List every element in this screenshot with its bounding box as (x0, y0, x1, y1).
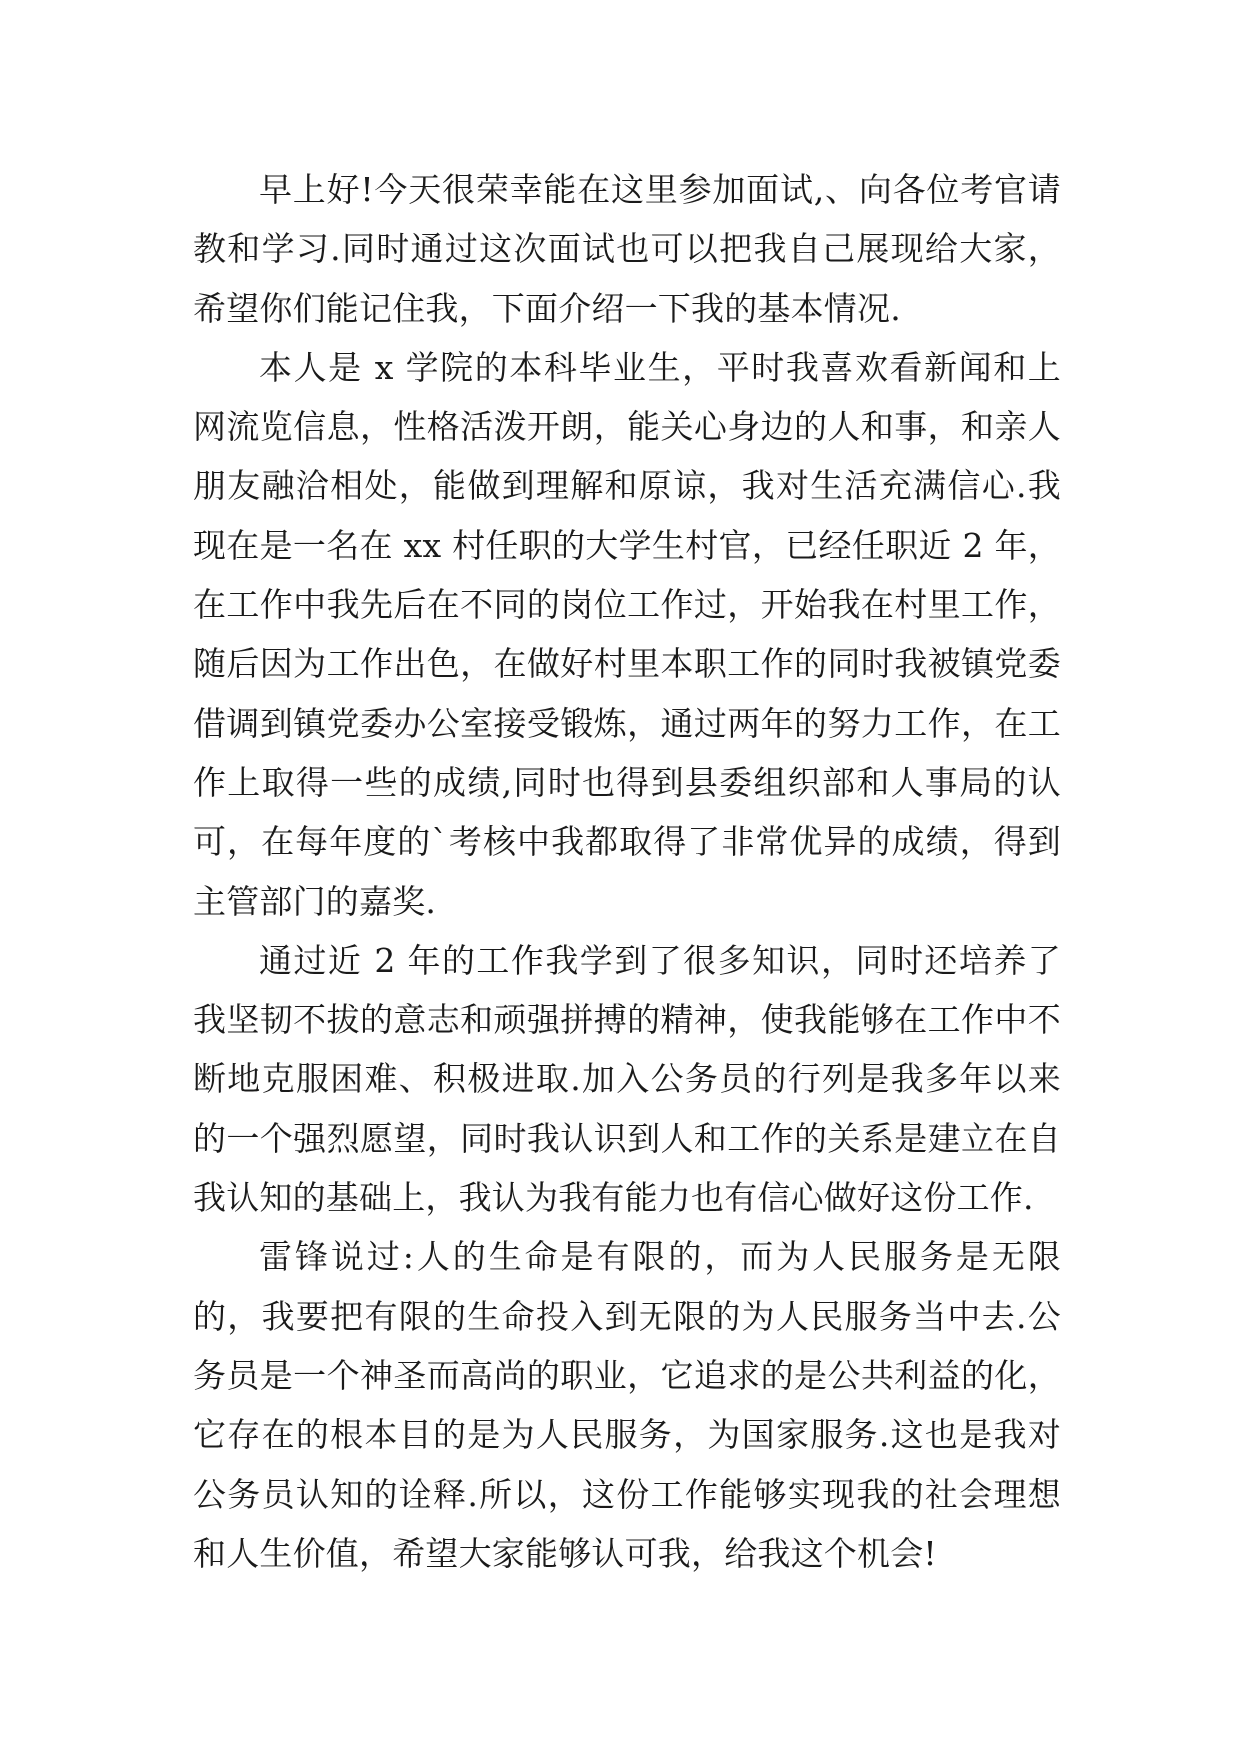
paragraph-background: 本人是 x 学院的本科毕业生，平时我喜欢看新闻和上网流览信息，性格活泼开朗，能关心身边的人和事，和亲人朋友融洽相处，能做到理解和原谅，我对生活充满信心.我现在是一名在 xx 村任职的大学生村官，已经任职近 2 年，在工作中我先后在不同的岗位工作过，开始我在村里工作，随后因为工作出色，在做好村里本职工作的同时我被镇党委借调到镇党委办公室接受锻炼，通过两年的努力工作，在工作上取得一些的成绩,同时也得到县委组织部和人事局的认可，在每年度的`考核中我都取得了非常优异的成绩，得到主管部门的嘉奖. (193, 347, 1061, 921)
paragraph-closing: 雷锋说过:人的生命是有限的，而为人民服务是无限的，我要把有限的生命投入到无限的为人民服务当中去.公务员是一个神圣而高尚的职业，它追求的是公共利益的化，它存在的根本目的是为人民服务，为国家服务.这也是我对公务员认知的诠释.所以，这份工作能够实现我的社会理想和人生价值，希望大家能够认可我，给我这个机会! (193, 1237, 1061, 1573)
paragraph-greeting: 早上好!今天很荣幸能在这里参加面试,、向各位考官请教和学习.同时通过这次面试也可以把我自己展现给大家，希望你们能记住我，下面介绍一下我的基本情况. (193, 170, 1061, 328)
paragraph-growth: 通过近 2 年的工作我学到了很多知识，同时还培养了我坚韧不拔的意志和顽强拼搏的精神，使我能够在工作中不断地克服困难、积极进取.加入公务员的行列是我多年以来的一个强烈愿望，同时我认识到人和工作的关系是建立在自我认知的基础上，我认为我有能力也有信心做好这份工作. (193, 940, 1061, 1218)
document-body (193, 160, 1061, 1583)
